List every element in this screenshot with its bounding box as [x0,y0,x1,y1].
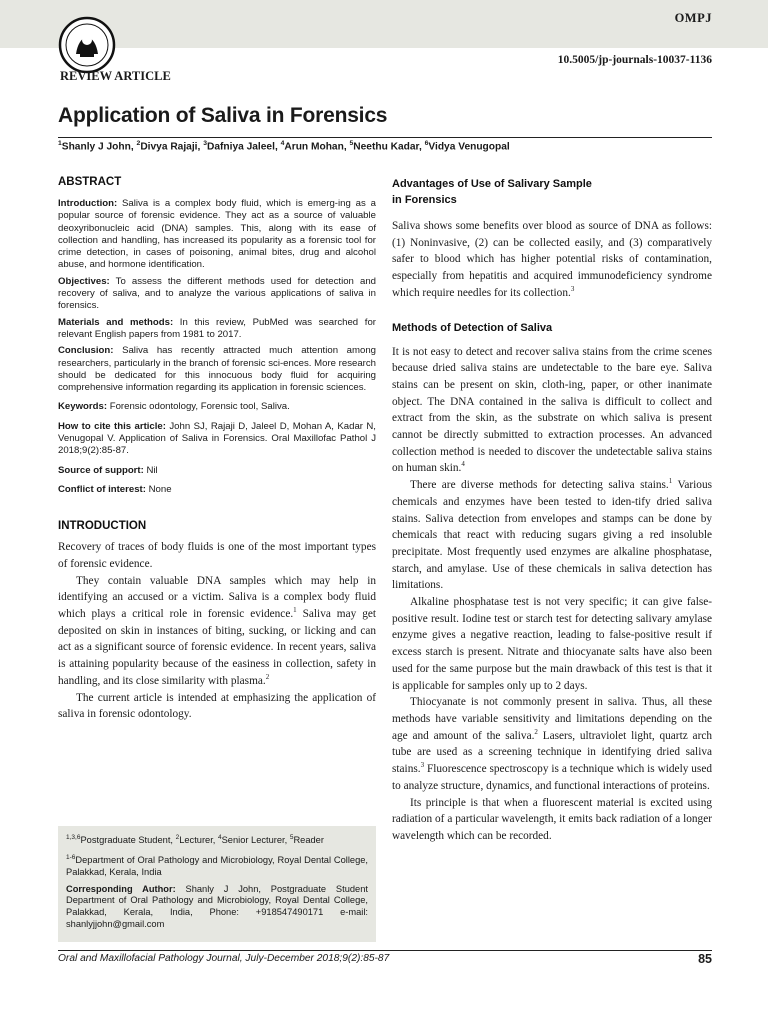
affiliation-box [58,826,376,942]
author-sup: 5 [349,140,354,147]
author-name: Vidya Venugopal [428,141,510,153]
title-rule [58,137,712,138]
journal-abbreviation: OMPJ [674,11,712,25]
intro-paragraph: Recovery of traces of body fluids is one of the most important types of forensic evidence. [58,541,376,570]
conflict-of-interest: Conflict of interest: None [58,483,172,495]
methods-paragraph: There are diverse methods for detecting saliva stains.$^1$ Various chemicals and enzymes have been tested to iden-tify dried saliva stains. Saliva detection from envelopes and stamps can be done by chemicals that react with reducing sugars giving a red insoluble precipitate. Most frequently used enzymes are alkaline phosphatase, starch, and amylase. Use of these chemicals in saliva detection has limitations. [392,477,712,592]
footer-journal: Oral and Maxillofacial Pathology Journal, July-December 2018;9(2):85-87 [58,953,390,964]
right-column [392,176,712,845]
author-name: Shanly J John [61,141,131,153]
affiliation-roles: $^{1,3,6}$Postgraduate Student, $^2$Lecturer, $^4$Senior Lecturer, $^5$Reader [66,834,324,846]
author-name: Neethu Kadar [353,141,419,153]
affiliation-department: $^{1-6}$Department of Oral Pathology and Microbiology, Royal Dental College, Palakkad, Kerala, India [66,853,368,877]
journal-logo-icon [58,16,116,74]
intro-paragraph: They contain valuable DNA samples which may help in identifying an accused or a victim. Saliva is a complex body fluid which plays a critical role in forensic evidence.$^1$ Saliva may get deposited on skin in instances of biting, sucking, or licking and can act as a significant source of forensic evidence. In recent years, saliva is attaining popularity because of the easiness in collection, safety in handling, and its close similarity with plasma.$^2$ [58,574,377,687]
abstract-conclusion: Conclusion: Saliva has recently attracted much attention among researchers, particularly in the branch of forensic sci-ences. More research should be dedicated for this innocuous body fluid for acquiring comprehensive information regarding its application in forensic sciences. [58,345,376,394]
abstract-introduction: Introduction: Saliva is a complex body fluid, which is emerg-ing as a popular source of forensic evidence. They act as a source of valuable deoxyribonucleic acid (DNA) samples. This, along with its ease of collection and handling, has increased its popularity as a forensic tool for crime detection, in cases of poisoning, animal bites, drug and alcohol abuse, and hormone identification. [58,198,376,271]
author-sup: 2 [136,140,141,147]
advantages-paragraph: Saliva shows some benefits over blood as source of DNA as follows: (1) Noninvasive, (2) can be collected easily, and (3) comparatively safer to blood which has higher potential risks of contamination, especially from hepatitis and acquired immunodeficiency syndrome which require needles for its collection.$^3$ [392,220,712,299]
methods-paragraph: Its principle is that when a fluorescent material is excited using radiation of a particular wavelength, it emits back radiation of a longer wavelength which can be recorded. [392,796,712,842]
source-of-support: Source of support: Nil [58,464,158,476]
methods-paragraph: Thiocyanate is not commonly present in saliva. Thus, all these methods have variable sensitivity and limitations depending on the age and amount of the saliva.$^2$ Lasers, ultraviolet light, quartz arch tube are used as a screening technique in identifying dried saliva stains.$^3$ Fluorescence spectroscopy is a technique which is widely used to analyze structure, dynamics, and functional interactions of proteins. [392,696,712,792]
author-sup: 3 [203,140,207,147]
article-type: REVIEW ARTICLE [60,69,171,83]
abstract-methods: Materials and methods: In this review, PubMed was searched for relevant English papers from 1981 to 2017. [58,316,376,340]
corresponding-author: Corresponding Author: Shanly J John, Postgraduate Student Department of Oral Pathology and Microbiology, Royal Dental College, Palakkad, Kerala, India, Phone: +918547490171 e-mail: shanlyjjohn@gmail.com [66,883,368,929]
author-sup: 6 [424,140,429,147]
abstract-keywords: Keywords: Forensic odontology, Forensic tool, Saliva. [58,401,290,413]
how-to-cite: How to cite this article: John SJ, Rajaji D, Jaleel D, Mohan A, Kadar N, Venugopal V. Application of Saliva in Forensics. Oral Maxillofac Pathol J 2018;9(2):85-87. [58,420,376,457]
author-sup: 4 [280,140,285,147]
abstract-objectives: Objectives: To assess the different methods used for detection and recovery of saliva, and to analyze the various applications of saliva in forensics. [58,275,376,312]
footer-rule [58,950,712,951]
article-title: Application of Saliva in Forensics [58,104,388,127]
intro-paragraph: The current article is intended at emphasizing the application of saliva in forensic odontology. [58,691,376,721]
author-name: Divya Rajaji [140,141,198,153]
page-number: 85 [698,952,712,966]
author-name: Arun Mohan [284,141,344,153]
methods-paragraph: It is not easy to detect and recover saliva stains from the crime scenes because dried saliva stains are undetectable to the bare eye. Saliva stains can be present on skin, cloth-ing, paper, or other inanimate object. The DNA contained in the saliva is difficult to collect and extract from the skin, as the substrate on which saliva is present cannot be directly submitted to extraction processes. An advanced collection method is needed to discover the undetectable saliva stains on human skin.$^4$ [392,345,712,475]
author-sup: 1 [58,140,62,147]
left-column [58,176,376,723]
methods-heading: Methods of Detection of Saliva [392,321,553,334]
abstract-heading: ABSTRACT [58,176,122,188]
advantages-heading: Advantages of Use of Salivary Sample in Forensics [392,178,592,206]
introduction-heading: INTRODUCTION [58,520,147,533]
author-name: Dafniya Jaleel [206,141,275,153]
author-list: $^1$Shanly J John, $^2$Divya Rajaji, $^3$Dafniya Jaleel, $^4$Arun Mohan, $^5$Neethu Kadar, $^6$Vidya Venugopal [58,140,510,153]
methods-paragraph: Alkaline phosphatase test is not very specific; it can give false-positive result. Iodine test or starch test for detecting salivary amylase enzyme gives a negative reaction, leading to false-positive result if excess starch is present. Nitrate and thiocyanate salts have also been used for the same purpose but the main drawback of this test is that it is applicable for samples only up to 2 days. [392,596,712,692]
doi: 10.5005/jp-journals-10037-1136 [557,54,712,66]
